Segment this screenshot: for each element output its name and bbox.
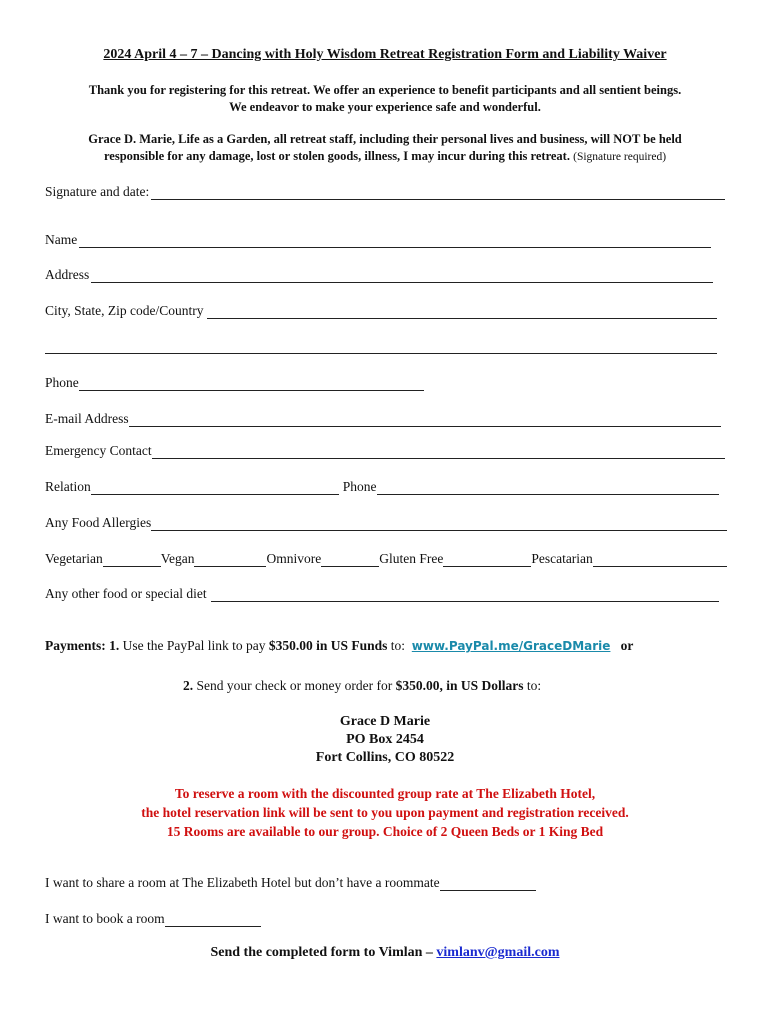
vegetarian-field[interactable] — [103, 553, 161, 567]
option-2-number: 2. — [183, 678, 194, 693]
diet-option-gluten-free: Gluten Free — [379, 551, 444, 566]
hotel-line-1: To reserve a room with the discounted group rate at The Elizabeth Hotel, — [174, 786, 596, 801]
vegan-field[interactable] — [194, 553, 266, 567]
hotel-line-3: 15 Rooms are available to our group. Choice of 2 Queen Beds or 1 King Bed — [166, 824, 604, 839]
mailing-address — [0, 713, 770, 767]
emergency-label: Emergency Contact — [45, 443, 152, 458]
relation-row — [45, 477, 725, 495]
option-2-amount: $350.00, in US Dollars — [395, 678, 524, 693]
intro-line-1: Thank you for registering for this retreat. We offer an experience to benefit participants and all sentient beings. — [88, 83, 682, 97]
other-diet-field[interactable] — [211, 588, 719, 602]
relation-field[interactable] — [91, 481, 339, 495]
diet-option-pescatarian: Pescatarian — [531, 551, 593, 566]
city-field[interactable] — [207, 305, 717, 319]
or-text: or — [620, 638, 634, 653]
relation-label: Relation — [45, 479, 91, 494]
share-room-label: I want to share a room at The Elizabeth Hotel but don’t have a roommate — [45, 875, 440, 890]
pescatarian-field[interactable] — [593, 553, 727, 567]
option-1-amount: $350.00 in US Funds — [268, 638, 388, 653]
paypal-link[interactable]: www.PayPal.me/GraceDMarie — [411, 639, 611, 653]
name-field[interactable] — [79, 234, 711, 248]
emergency-row — [45, 441, 725, 459]
name-row — [45, 230, 725, 248]
phone-label: Phone — [45, 375, 79, 390]
diet-options-row — [45, 549, 725, 567]
email-label: E-mail Address — [45, 411, 129, 426]
payments-label: Payments: — [45, 638, 106, 653]
address-city: Fort Collins, CO 80522 — [315, 750, 455, 765]
address-name: Grace D Marie — [339, 714, 431, 729]
book-room-label: I want to book a room — [45, 911, 165, 926]
diet-option-omnivore: Omnivore — [266, 551, 322, 566]
hotel-line-2: the hotel reservation link will be sent to you upon payment and registration received. — [141, 805, 629, 820]
address-label: Address — [45, 267, 90, 282]
book-room-field[interactable] — [165, 913, 261, 927]
diet-option-vegetarian: Vegetarian — [45, 551, 103, 566]
allergies-row — [45, 513, 725, 531]
waiver-line-2: responsible for any damage, lost or stolen goods, illness, I may incur during this retreat. — [103, 149, 570, 163]
option-1-to: to: — [390, 638, 406, 653]
signature-required-note: (Signature required) — [573, 151, 667, 163]
other-diet-row — [45, 584, 725, 602]
gluten-free-field[interactable] — [443, 553, 531, 567]
share-room-row — [45, 873, 605, 891]
signature-label: Signature and date: — [45, 184, 150, 199]
form-title: 2024 April 4 – 7 – Dancing with Holy Wisdom Retreat Registration Form and Liability Waiver — [103, 47, 667, 62]
intro-line-2: We endeavor to make your experience safe and wonderful. — [229, 100, 541, 114]
payment-option-2 — [183, 678, 541, 694]
city-row — [45, 301, 725, 319]
name-label: Name — [45, 232, 78, 247]
allergies-field[interactable] — [151, 517, 727, 531]
option-1-text: Use the PayPal link to pay — [122, 638, 266, 653]
waiver-line-1: Grace D. Marie, Life as a Garden, all retreat staff, including their personal lives and business, will NOT be held — [88, 132, 682, 146]
city-label: City, State, Zip code/Country — [45, 303, 204, 318]
email-field[interactable] — [129, 413, 721, 427]
allergies-label: Any Food Allergies — [45, 515, 152, 530]
option-2-to: to: — [526, 678, 542, 693]
other-diet-label: Any other food or special diet — [45, 586, 207, 601]
send-instructions — [0, 945, 770, 961]
address-row — [45, 265, 725, 283]
address-extra-row — [45, 336, 725, 354]
phone-row — [45, 373, 725, 391]
diet-option-vegan: Vegan — [160, 551, 195, 566]
email-row — [45, 409, 725, 427]
option-1-number: 1. — [109, 638, 120, 653]
send-text: Send the completed form to Vimlan – — [210, 945, 433, 960]
signature-row — [45, 182, 725, 200]
relation-phone-field[interactable] — [377, 481, 720, 495]
address-field[interactable] — [91, 269, 713, 283]
waiver-paragraph — [40, 131, 730, 166]
signature-field[interactable] — [151, 186, 725, 200]
emergency-field[interactable] — [152, 445, 725, 459]
payment-option-1 — [45, 638, 633, 654]
phone-field[interactable] — [79, 377, 424, 391]
relation-phone-label: Phone — [342, 479, 377, 494]
hotel-notice — [0, 784, 770, 841]
address-extra-field[interactable] — [45, 340, 717, 354]
address-po-box: PO Box 2454 — [346, 732, 424, 747]
option-2-text: Send your check or money order for — [196, 678, 393, 693]
share-room-field[interactable] — [440, 877, 536, 891]
book-room-row — [45, 909, 345, 927]
intro-paragraph — [40, 82, 730, 116]
omnivore-field[interactable] — [321, 553, 379, 567]
email-link[interactable]: vimlanv@gmail.com — [436, 945, 560, 960]
